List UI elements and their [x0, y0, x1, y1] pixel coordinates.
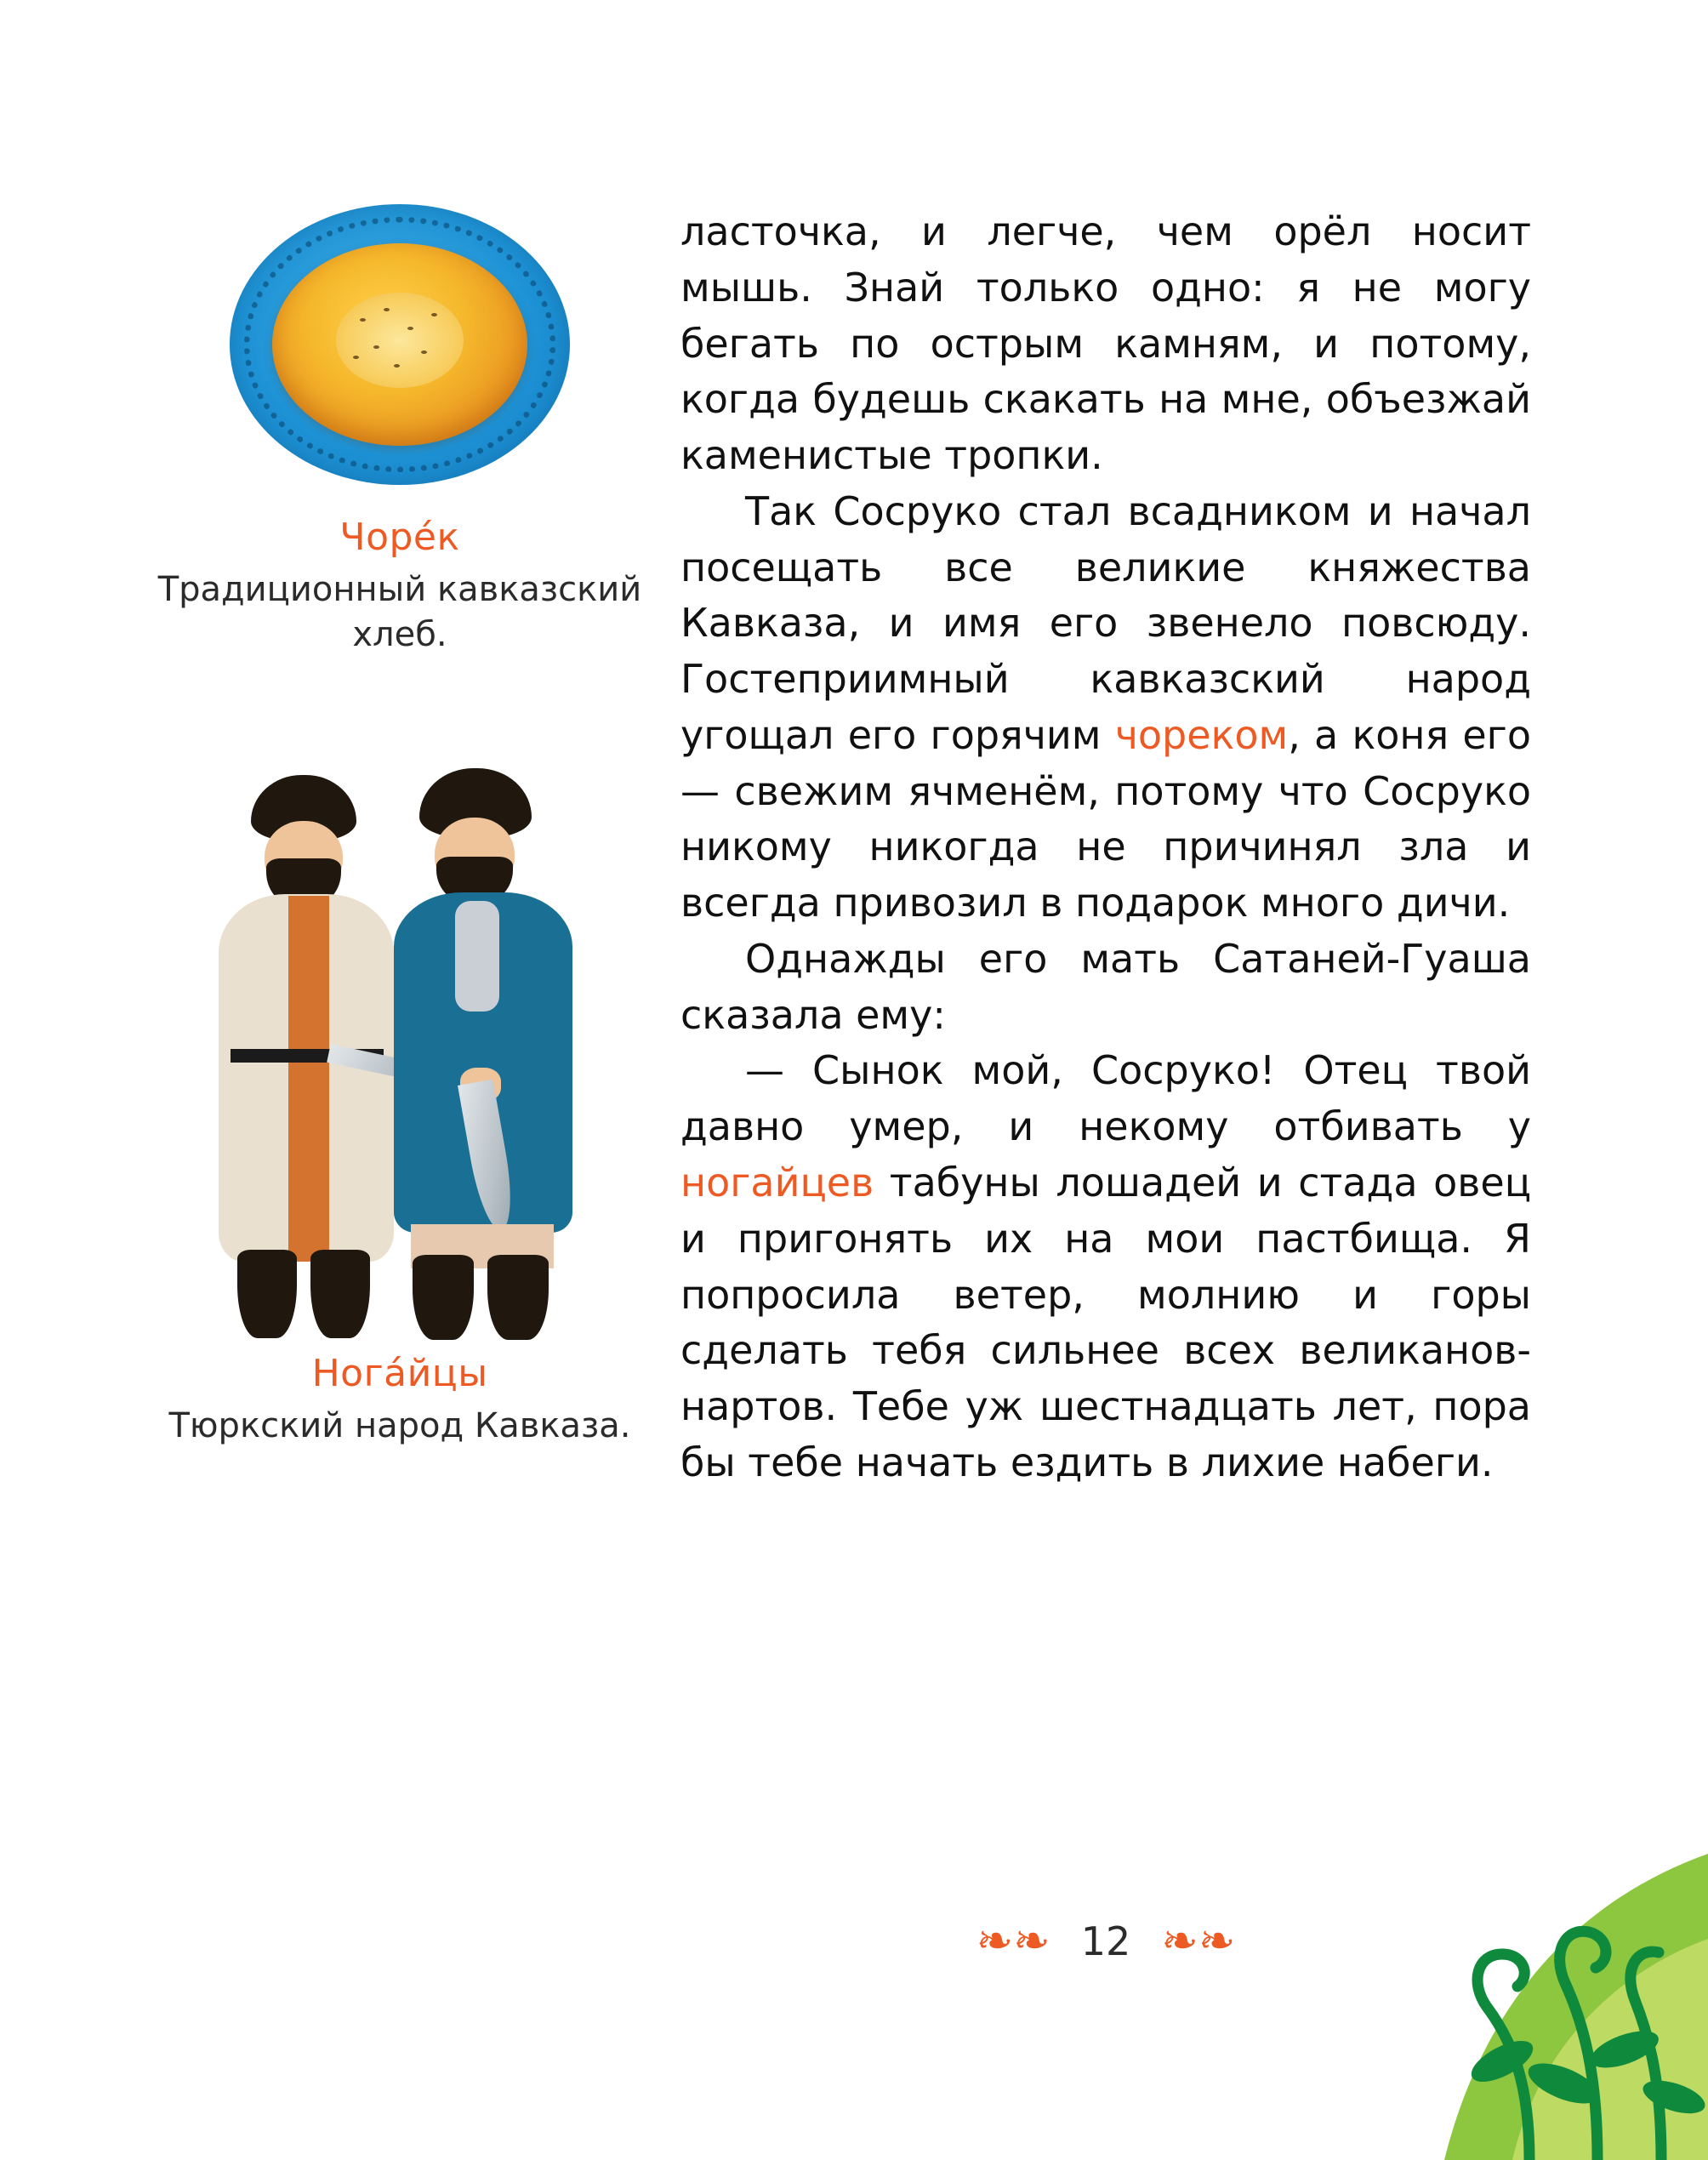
- body-text-run: Однажды его мать Сатаней-Гуаша сказала ему:: [680, 935, 1531, 1038]
- body-text-run: ласточка, и легче, чем орёл носит мышь. Знай только одно: я не могу бегать по острым камням, и потому, когда будешь скакать на мне, объезжай каменистые тропки.: [680, 208, 1531, 479]
- page-footer: [680, 1918, 1531, 1964]
- glossary-term: ногайцев: [680, 1160, 874, 1206]
- body-text-column: [680, 204, 1531, 1491]
- glossary-term: чореком: [1114, 711, 1289, 758]
- figure-caption-text: Тюркский народ Кавказа.: [168, 1405, 631, 1445]
- page-number: 12: [1080, 1918, 1131, 1964]
- body-paragraph: [680, 204, 1531, 484]
- nogai-men-illustration: [200, 768, 600, 1330]
- ornament-left-icon: ❧❧: [976, 1917, 1050, 1966]
- body-text-run: Так Сосруко стал всадником и начал посещать все великие княжества Кавказа, и имя его звенело повсюду. Гостеприимный кавказский народ угощал его горячим: [680, 487, 1531, 758]
- body-paragraph: [680, 1043, 1531, 1490]
- bread-shape: [272, 243, 527, 446]
- figure-nogaitsy: [128, 768, 672, 1449]
- figure-caption-title: Нога́йцы: [311, 1351, 488, 1395]
- figure-chorek: [128, 196, 672, 658]
- figure-caption-title: Чоре́к: [339, 516, 460, 559]
- body-text-run: табуны лошадей и стада овец и пригонять их на мои пастбища. Я попросила ветер, молнию и горы сделать тебя сильнее всех великанов-нартов. Тебе уж шестнадцать лет, пора бы тебе начать ездить в лихие набеги.: [680, 1160, 1531, 1485]
- body-text-run: — Сынок мой, Сосруко! Отец твой давно умер, и некому отбивать у: [680, 1047, 1531, 1150]
- bread-center: [336, 293, 464, 388]
- illustration-column: [128, 196, 672, 1448]
- body-paragraph: [680, 484, 1531, 932]
- figure-caption-text: Традиционный кавказский хлеб.: [157, 570, 642, 654]
- chorek-bread-illustration: [221, 196, 578, 493]
- body-paragraph: [680, 932, 1531, 1044]
- ornament-right-icon: ❧❧: [1161, 1917, 1236, 1966]
- body-text-run: , а коня его — свежим ячменём, потому что Сосруко никому никогда не причинял зла и всегда привозил в подарок много дичи.: [680, 711, 1531, 926]
